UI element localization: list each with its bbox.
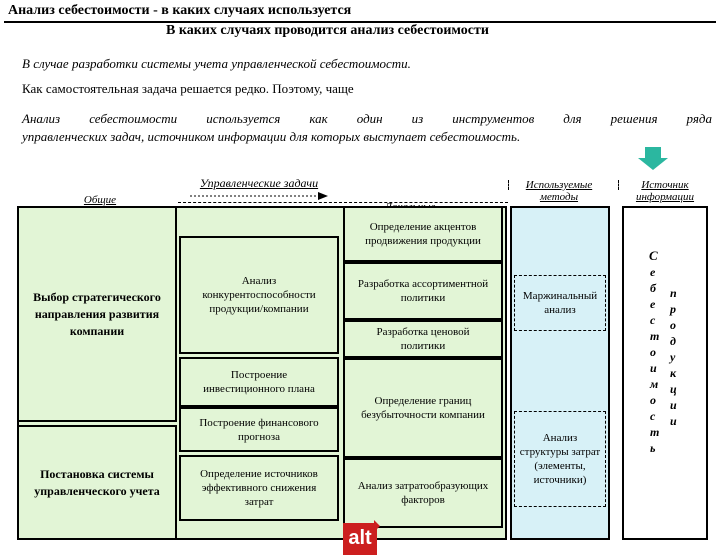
source-letter: о <box>670 318 676 332</box>
source-letter: п <box>670 286 677 300</box>
source-letter: д <box>670 334 676 348</box>
source-letter: е <box>650 265 656 279</box>
tasks-header: Управленческие задачи <box>199 176 319 190</box>
source-letter: ц <box>670 382 677 396</box>
strategic-direction-box: Выбор стратегического направления развития компании <box>17 206 177 422</box>
mgmt-accounting-box: Постановка системы управленческого учета <box>17 425 177 540</box>
source-letter: о <box>650 393 656 407</box>
source-letter: и <box>650 361 657 375</box>
source-letter: е <box>650 297 656 311</box>
source-letter: т <box>650 329 660 343</box>
promotion-box: Определение акцентов продвижения продукции <box>343 206 503 262</box>
source-letter: у <box>670 350 676 364</box>
source-letter: к <box>670 366 677 380</box>
cost-factors-box: Анализ затратообразующих факторов <box>343 458 503 528</box>
competitiveness-box: Анализ конкурентоспособности продукции/компании <box>179 236 339 354</box>
assortment-box: Разработка ассортиментной политики <box>343 262 503 320</box>
source-letter: С <box>649 248 658 263</box>
text-line-3b: управленческих задач, источником информации для которых выступает себестоимость. <box>22 129 521 144</box>
sources-header: Источник информации <box>635 179 695 203</box>
source-letter: и <box>670 414 677 428</box>
text-line-2: Как самостоятельная задача решается редко. Поэтому, чаще <box>22 81 354 96</box>
general-header: Общие <box>83 194 117 206</box>
logo-arrow-icon <box>366 520 380 534</box>
source-letter: о <box>650 345 656 359</box>
right-arrow-icon <box>190 191 330 201</box>
source-letter: р <box>670 302 676 316</box>
page-title: Анализ себестоимости - в каких случаях используется <box>8 3 352 18</box>
section-subtitle: В каких случаях проводится анализ себестоимости <box>166 23 489 38</box>
marginal-analysis-box: Маржинальный анализ <box>514 275 606 331</box>
source-letter: с <box>650 409 656 423</box>
methods-header: Используемые методы <box>525 179 593 203</box>
source-letter: ь <box>650 441 656 455</box>
cost-structure-box: Анализ структуры затрат (элементы, источники) <box>514 411 606 507</box>
guide-line <box>508 180 509 190</box>
guide-line <box>178 202 508 203</box>
breakeven-box: Определение границ безубыточности компании <box>343 358 503 458</box>
alt-logo: alt <box>343 523 377 555</box>
source-letter: и <box>670 398 677 412</box>
source-letter: с <box>650 313 656 327</box>
pricing-box: Разработка ценовой политики <box>343 320 503 358</box>
guide-line <box>618 180 619 190</box>
financial-forecast-box: Построение финансового прогноза <box>179 407 339 452</box>
text-line-1: В случае разработки системы учета управленческой себестоимости. <box>22 56 411 71</box>
text-line-3a: Анализ себестоимости используется как один из инструментов для решения ряда <box>22 111 712 126</box>
investment-plan-box: Построение инвестиционного плана <box>179 357 339 407</box>
sources-panel <box>622 206 708 540</box>
source-letter: м <box>650 377 659 391</box>
cost-sources-box: Определение источников эффективного снижения затрат <box>179 455 339 521</box>
source-letter: б <box>650 281 656 295</box>
source-letter: т <box>650 425 660 439</box>
down-arrow-icon <box>636 147 670 171</box>
